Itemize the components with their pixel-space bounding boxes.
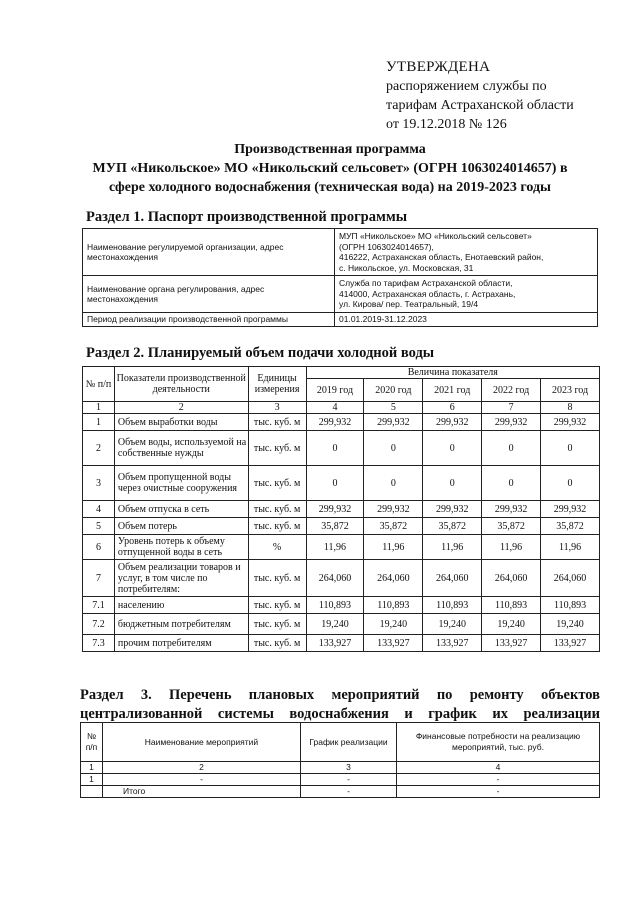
row-name: Итого (103, 786, 301, 798)
row-num: 5 (83, 518, 115, 535)
volume-table (82, 366, 600, 652)
column-index: 3 (248, 402, 306, 414)
row-unit: тыс. куб. м (248, 414, 306, 431)
row-num: 4 (83, 501, 115, 518)
row-num: 7 (83, 560, 115, 597)
row-schedule: - (301, 786, 397, 798)
table-row (83, 276, 598, 313)
row-num: 3 (83, 466, 115, 501)
passport-label: Наименование регулируемой организации, адрес местонахождения (83, 229, 335, 276)
passport-value (335, 229, 598, 276)
row-value: 299,932 (541, 501, 600, 518)
header-year: 2022 год (482, 379, 541, 402)
row-value: 299,932 (423, 501, 482, 518)
table-row (83, 635, 600, 652)
value-line: 414000, Астраханская область, г. Астрахань, (339, 288, 516, 299)
row-name: - (103, 774, 301, 786)
row-value: 299,932 (482, 501, 541, 518)
value-line: с. Никольское, ул. Московская, 31 (339, 262, 474, 273)
passport-label: Период реализации производственной программы (83, 313, 335, 327)
row-value: 35,872 (482, 518, 541, 535)
row-unit: тыс. куб. м (248, 518, 306, 535)
section1-title: Раздел 1. Паспорт производственной программы (86, 209, 408, 225)
row-indicator: Объем потерь (114, 518, 248, 535)
value-line: (ОГРН 1063024014657), (339, 241, 434, 252)
column-index: 2 (103, 762, 301, 774)
row-value: 299,932 (364, 501, 423, 518)
row-indicator: Объем пропущенной воды через очистные сооружения (114, 466, 248, 501)
table-row (83, 466, 600, 501)
table-row (81, 786, 600, 798)
header-schedule: График реализации (301, 723, 397, 762)
row-unit: тыс. куб. м (248, 635, 306, 652)
row-value: 264,060 (306, 560, 364, 597)
row-value: 110,893 (482, 597, 541, 614)
row-value: 299,932 (423, 414, 482, 431)
row-value: 0 (541, 466, 600, 501)
value-line: 01.01.2019-31.12.2023 (339, 314, 427, 324)
row-num: 7.3 (83, 635, 115, 652)
column-index: 5 (364, 402, 423, 414)
row-num: 2 (83, 431, 115, 466)
passport-value (335, 276, 598, 313)
column-index: 1 (81, 762, 103, 774)
column-index: 8 (541, 402, 600, 414)
row-unit: тыс. куб. м (248, 560, 306, 597)
row-unit: тыс. куб. м (248, 501, 306, 518)
row-value: 110,893 (541, 597, 600, 614)
table-row (83, 313, 598, 327)
row-value: 19,240 (541, 614, 600, 635)
header-name: Наименование мероприятий (103, 723, 301, 762)
row-value: 0 (364, 431, 423, 466)
table-row (83, 414, 600, 431)
row-value: 299,932 (541, 414, 600, 431)
column-index: 7 (482, 402, 541, 414)
column-index: 6 (423, 402, 482, 414)
row-indicator: Уровень потерь к объему отпущенной воды в сеть (114, 535, 248, 560)
header-values: Величина показателя (306, 367, 599, 379)
row-value: 19,240 (423, 614, 482, 635)
approval-block (386, 58, 626, 134)
header-unit: Единицы измерения (248, 367, 306, 402)
row-indicator: Объем выработки воды (114, 414, 248, 431)
table-header-row (81, 723, 600, 762)
row-num: 7.1 (83, 597, 115, 614)
row-unit: тыс. куб. м (248, 466, 306, 501)
row-value: 133,927 (482, 635, 541, 652)
column-index: 3 (301, 762, 397, 774)
row-schedule: - (301, 774, 397, 786)
header-year: 2020 год (364, 379, 423, 402)
row-value: 0 (364, 466, 423, 501)
title-line: сфере холодного водоснабжения (техническая вода) на 2019-2023 годы (109, 180, 551, 195)
approval-line: от 19.12.2018 № 126 (386, 117, 507, 132)
row-value: 264,060 (364, 560, 423, 597)
value-line: МУП «Никольское» МО «Никольский сельсовет» (339, 231, 532, 241)
row-value: 0 (423, 431, 482, 466)
value-line: Служба по тарифам Астраханской области, (339, 278, 513, 289)
passport-label: Наименование органа регулирования, адрес местонахождения (83, 276, 335, 313)
approval-line: тарифам Астраханской области (386, 98, 574, 113)
section2-title: Раздел 2. Планируемый объем подачи холодной воды (86, 345, 435, 361)
row-value: 11,96 (423, 535, 482, 560)
row-value: 11,96 (541, 535, 600, 560)
value-line: 416222, Астраханская область, Енотаевский район, (339, 252, 544, 262)
row-value: 133,927 (364, 635, 423, 652)
row-value: 19,240 (364, 614, 423, 635)
row-value: 35,872 (364, 518, 423, 535)
table-row (83, 560, 600, 597)
value-line: ул. Кирова/ пер. Театральный, 19/4 (339, 299, 479, 310)
passport-table (82, 228, 598, 327)
table-row (83, 229, 598, 276)
row-unit: тыс. куб. м (248, 597, 306, 614)
row-value: 110,893 (364, 597, 423, 614)
table-row (83, 614, 600, 635)
table-row (83, 431, 600, 466)
row-value: 299,932 (364, 414, 423, 431)
row-indicator: Объем реализации товаров и услуг, в том числе по потребителям: (114, 560, 248, 597)
document-title (60, 140, 600, 197)
row-value: 0 (482, 466, 541, 501)
row-value: 11,96 (364, 535, 423, 560)
row-value: 299,932 (306, 501, 364, 518)
header-year: 2019 год (306, 379, 364, 402)
row-value: 110,893 (423, 597, 482, 614)
section3-title: Раздел 3. Перечень плановых мероприятий по ремонту объектов централизованной системы водоснабжения и график их реализации (80, 687, 600, 722)
approval-heading: УТВЕРЖДЕНА (386, 59, 491, 75)
row-value: 19,240 (306, 614, 364, 635)
row-value: 0 (306, 431, 364, 466)
table-row (83, 518, 600, 535)
table-header-row (83, 367, 600, 379)
row-indicator: прочим потребителям (114, 635, 248, 652)
row-value: 110,893 (306, 597, 364, 614)
row-value: 0 (306, 466, 364, 501)
header-indicator: Показатели производственной деятельности (114, 367, 248, 402)
row-finance: - (397, 774, 600, 786)
row-indicator: Объем воды, используемой на собственные нужды (114, 431, 248, 466)
row-indicator: населению (114, 597, 248, 614)
row-value: 0 (482, 431, 541, 466)
table-row (81, 774, 600, 786)
row-value: 35,872 (306, 518, 364, 535)
title-line: МУП «Никольское» МО «Никольский сельсовет» (ОГРН 1063024014657) в (92, 161, 568, 176)
row-num: 1 (83, 414, 115, 431)
row-value: 11,96 (482, 535, 541, 560)
measures-table (80, 722, 600, 798)
volume-table-body (83, 414, 600, 652)
title-line: Производственная программа (234, 142, 426, 157)
row-unit: тыс. куб. м (248, 431, 306, 466)
header-year: 2023 год (541, 379, 600, 402)
row-value: 264,060 (423, 560, 482, 597)
row-value: 35,872 (423, 518, 482, 535)
row-value: 264,060 (482, 560, 541, 597)
header-year: 2021 год (423, 379, 482, 402)
row-unit: тыс. куб. м (248, 614, 306, 635)
table-row (83, 501, 600, 518)
row-value: 264,060 (541, 560, 600, 597)
column-index: 1 (83, 402, 115, 414)
row-value: 299,932 (306, 414, 364, 431)
row-value: 19,240 (482, 614, 541, 635)
row-value: 133,927 (306, 635, 364, 652)
column-index: 4 (397, 762, 600, 774)
row-value: 133,927 (423, 635, 482, 652)
row-num: 7.2 (83, 614, 115, 635)
row-value: 133,927 (541, 635, 600, 652)
header-num: № п/п (81, 723, 103, 762)
row-finance: - (397, 786, 600, 798)
row-num: 6 (83, 535, 115, 560)
passport-value (335, 313, 598, 327)
table-row (83, 535, 600, 560)
header-num: № п/п (83, 367, 115, 402)
row-unit: % (248, 535, 306, 560)
table-row (83, 597, 600, 614)
column-index-row (81, 762, 600, 774)
column-index: 2 (114, 402, 248, 414)
column-index: 4 (306, 402, 364, 414)
row-value: 11,96 (306, 535, 364, 560)
header-finance: Финансовые потребности на реализацию мероприятий, тыс. руб. (397, 723, 600, 762)
row-indicator: бюджетным потребителям (114, 614, 248, 635)
row-value: 0 (423, 466, 482, 501)
row-num: 1 (81, 774, 103, 786)
approval-line: распоряжением службы по (386, 79, 547, 94)
row-value: 0 (541, 431, 600, 466)
row-value: 35,872 (541, 518, 600, 535)
row-num (81, 786, 103, 798)
row-indicator: Объем отпуска в сеть (114, 501, 248, 518)
column-index-row (83, 402, 600, 414)
row-value: 299,932 (482, 414, 541, 431)
